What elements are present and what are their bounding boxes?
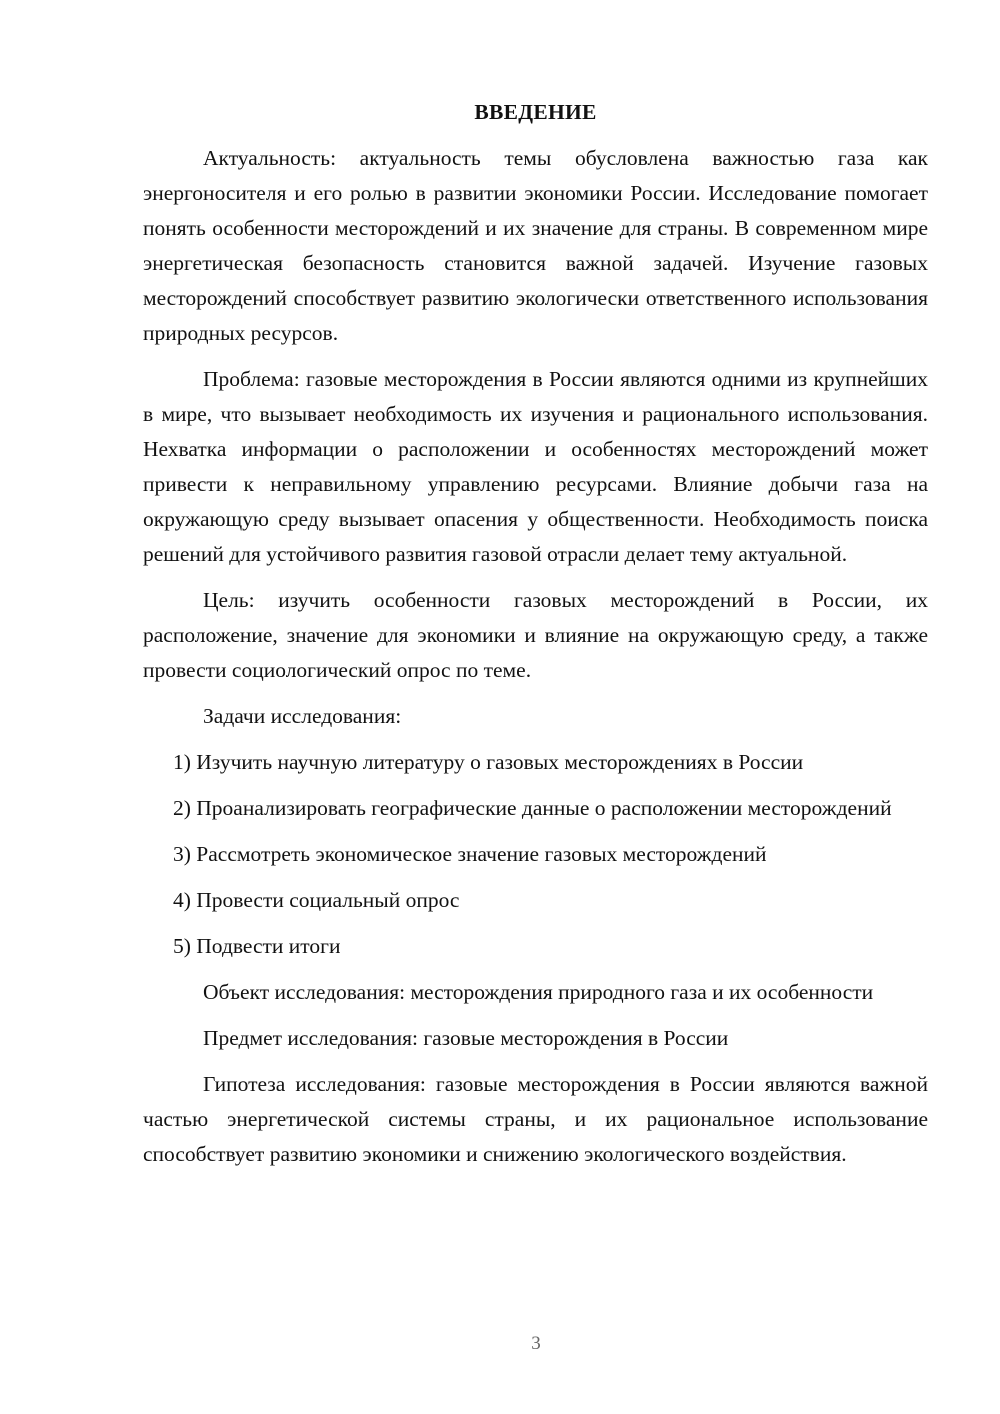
hypothesis-paragraph: Гипотеза исследования: газовые месторождения в России являются важной частью энергетической системы страны, и их рациональное использование способствует развитию экономики и снижению экологического воздействия. [143, 1072, 928, 1166]
document-body [143, 95, 928, 1183]
subject-paragraph: Предмет исследования: газовые месторождения в России [203, 1026, 729, 1050]
page-number: 3 [531, 1333, 541, 1354]
task-item-2: 2) Проанализировать географические данные о расположении месторождений [173, 796, 892, 820]
goal-paragraph: Цель: изучить особенности газовых месторождений в России, их расположение, значение для экономики и влияние на окружающую среду, а также провести социологический опрос по теме. [143, 588, 928, 682]
problem-paragraph: Проблема: газовые месторождения в России являются одними из крупнейших в мире, что вызывает необходимость их изучения и рационального использования. Нехватка информации о расположении и особенностях месторождений может привести к неправильному управлению ресурсами. Влияние добычи газа на окружающую среду вызывает опасения у общественности. Необходимость поиска решений для устойчивого развития газовой отрасли делает тему актуальной. [143, 367, 928, 566]
relevance-paragraph: Актуальность: актуальность темы обусловлена важностью газа как энергоносителя и его ролью в развитии экономики России. Исследование помогает понять особенности месторождений и их значение для страны. В современном мире энергетическая безопасность становится важной задачей. Изучение газовых месторождений способствует развитию экологически ответственного использования природных ресурсов. [143, 146, 928, 345]
task-item-3: 3) Рассмотреть экономическое значение газовых месторождений [173, 842, 767, 866]
task-item-4: 4) Провести социальный опрос [173, 888, 460, 912]
task-item-1: 1) Изучить научную литературу о газовых месторождениях в России [173, 750, 804, 774]
tasks-title: Задачи исследования: [203, 704, 402, 728]
object-paragraph: Объект исследования: месторождения природного газа и их особенности [203, 980, 874, 1004]
section-heading: ВВЕДЕНИЕ [474, 100, 597, 124]
task-item-5: 5) Подвести итоги [173, 934, 341, 958]
